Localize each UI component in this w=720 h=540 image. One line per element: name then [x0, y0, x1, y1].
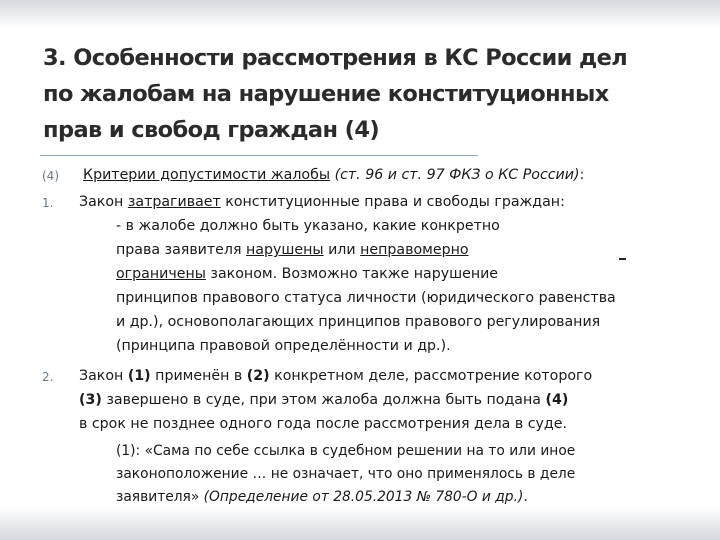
- quote-ref: (1): [116, 443, 136, 459]
- item-2-line-2: [79, 390, 568, 410]
- item-2-l1-text-c: конкретном деле, рассмотрение которого: [269, 368, 593, 384]
- top-band: [0, 0, 720, 28]
- title-line-3: прав и свобод граждан (4): [43, 117, 380, 143]
- title-line-1: 3. Особенности рассмотрения в КС России дел: [43, 45, 628, 71]
- criteria-heading: [83, 165, 584, 185]
- quote-l1-text: : «Сама по себе ссылка в судебном решении на то или иное: [135, 443, 576, 459]
- item-2-marker-4: (4): [545, 392, 569, 408]
- title-line-2: по жалобам на нарушение конституционных: [43, 81, 609, 107]
- quote-line-1: [116, 441, 575, 461]
- item-1-l3-or: или: [323, 242, 361, 258]
- item-2-line-3: в срок не позднее одного года после рассмотрения дела в суде.: [79, 416, 567, 432]
- item-1-line-4: [116, 264, 498, 284]
- title-divider: [40, 155, 478, 156]
- item-2-l1-text-b: применён в: [150, 368, 247, 384]
- item-1-violated: нарушены: [246, 242, 324, 258]
- criteria-heading-source: (ст. 96 и ст. 97 ФКЗ о КС России): [330, 167, 580, 183]
- item-1-line-5: принципов правового статуса личности (юридического равенства: [116, 290, 616, 306]
- item-1-line-2: - в жалобе должно быть указано, какие конкретно: [116, 218, 500, 234]
- quote-line-2: законоположение … не означает, что оно применялось в деле: [116, 466, 576, 482]
- item-1-l4-text: законом. Возможно также нарушение: [205, 266, 499, 282]
- item-1-text: Закон: [79, 194, 128, 210]
- item-1-unlawfully: неправомерно: [360, 242, 469, 258]
- item-1-line-1: [79, 192, 565, 212]
- item-1-restricted: ограничены: [116, 266, 206, 282]
- item-1-number: 1.: [42, 196, 54, 210]
- criteria-heading-colon: :: [579, 167, 585, 183]
- item-1-line-6: и др.), основополагающих принципов правового регулирования: [116, 314, 601, 330]
- criteria-heading-text: Критерии допустимости жалобы: [83, 167, 331, 183]
- quote-line-3: [116, 487, 528, 507]
- item-2-marker-3: (3): [79, 392, 102, 408]
- stray-dash-mark: [619, 258, 626, 260]
- item-1-keyword: затрагивает: [127, 194, 221, 210]
- item-1-line-3: [116, 240, 469, 260]
- item-2-l2-text: завершено в суде, при этом жалоба должна быть подана: [101, 392, 546, 408]
- item-2-line-1: [79, 366, 592, 386]
- item-1-text-tail: конституционные права и свободы граждан:: [220, 194, 565, 210]
- bottom-band: [0, 506, 720, 540]
- slide-title: [43, 40, 683, 148]
- item-2-marker-2: (2): [246, 368, 270, 384]
- quote-citation: (Определение от 28.05.2013 № 780-О и др.): [203, 489, 524, 505]
- item-1-l3-text: права заявителя: [116, 242, 247, 258]
- quote-l3-end: .: [523, 489, 528, 505]
- quote-l3-text: заявителя»: [116, 489, 204, 505]
- item-2-l1-text: Закон: [79, 368, 128, 384]
- item-1-line-7: (принципа правовой определённости и др.).: [116, 338, 451, 354]
- header-number: (4): [42, 169, 59, 183]
- item-2-marker-1: (1): [127, 368, 151, 384]
- item-2-number: 2.: [42, 370, 54, 384]
